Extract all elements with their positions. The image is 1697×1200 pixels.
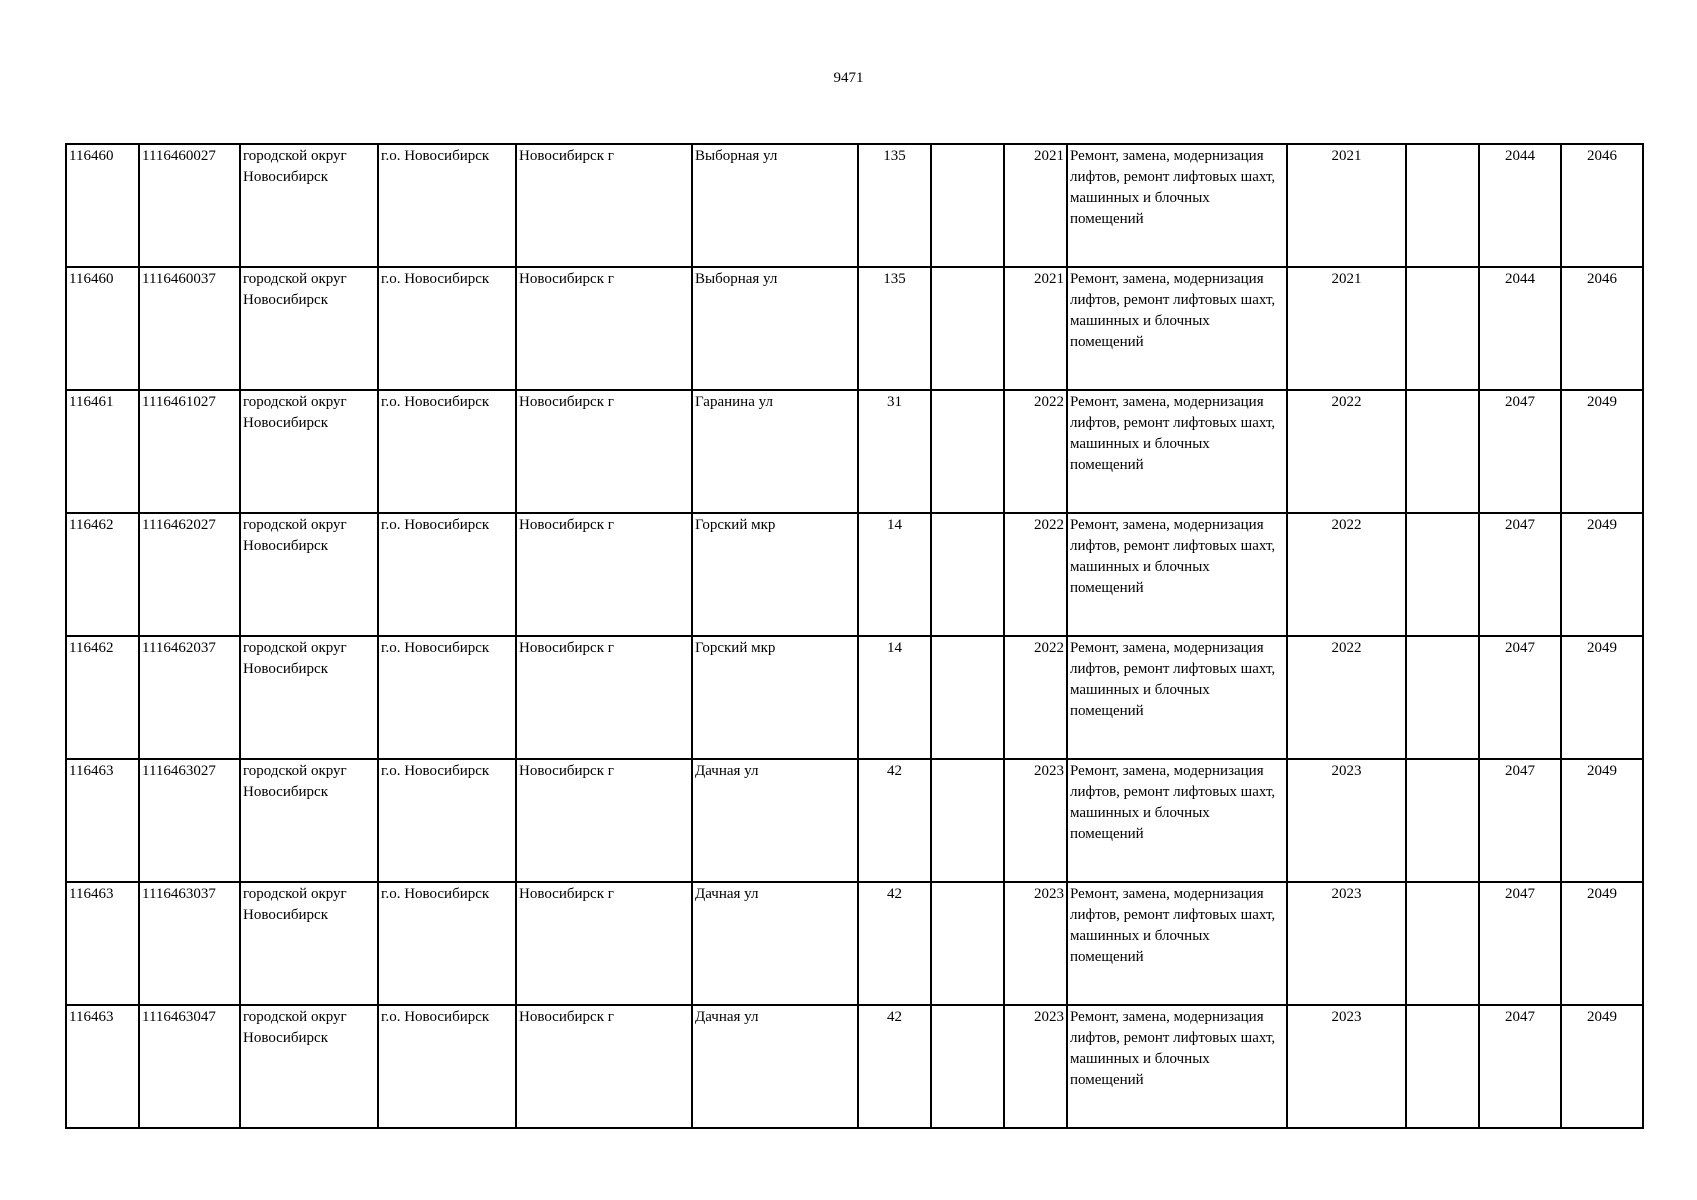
work-year-cell: 2023 [1287,759,1406,882]
work-type-cell: Ремонт, замена, модернизация лифтов, ремонт лифтовых шахт, машинных и блочных помещений [1067,882,1287,1005]
municipality-cell: городской округ Новосибирск [240,513,378,636]
building-cell [931,636,1004,759]
house-number-cell: 14 [858,636,931,759]
house-number-cell: 14 [858,513,931,636]
locality-cell: Новосибирск г [516,1005,692,1128]
next-start-year-cell: 2047 [1479,513,1561,636]
next-end-year-cell: 2049 [1561,1005,1643,1128]
municipality-cell: городской округ Новосибирск [240,390,378,513]
blank-cell-cell [1406,1005,1479,1128]
next-start-year-cell: 2044 [1479,267,1561,390]
building-cell [931,267,1004,390]
plan-year-cell: 2021 [1004,144,1067,267]
house-number-cell: 135 [858,267,931,390]
house-id-cell: 1116462027 [139,513,240,636]
row-code-cell: 116462 [66,636,139,759]
plan-year-cell: 2023 [1004,882,1067,1005]
next-end-year-cell: 2049 [1561,513,1643,636]
work-year-cell: 2022 [1287,636,1406,759]
plan-year-cell: 2022 [1004,390,1067,513]
blank-cell-cell [1406,636,1479,759]
house-id-cell: 1116460027 [139,144,240,267]
street-cell: Выборная ул [692,144,858,267]
building-cell [931,1005,1004,1128]
work-year-cell: 2022 [1287,390,1406,513]
table-row [66,513,1643,636]
table-row [66,1005,1643,1128]
house-number-cell: 31 [858,390,931,513]
page-number: 9471 [833,70,864,86]
row-code-cell: 116460 [66,144,139,267]
building-cell [931,882,1004,1005]
locality-cell: Новосибирск г [516,882,692,1005]
house-number-cell: 42 [858,882,931,1005]
next-start-year-cell: 2047 [1479,636,1561,759]
work-year-cell: 2022 [1287,513,1406,636]
house-id-cell: 1116462037 [139,636,240,759]
municipality-short-cell: г.о. Новосибирск [378,267,516,390]
work-type-cell: Ремонт, замена, модернизация лифтов, ремонт лифтовых шахт, машинных и блочных помещений [1067,267,1287,390]
house-number-cell: 42 [858,1005,931,1128]
row-code-cell: 116463 [66,1005,139,1128]
house-number-cell: 135 [858,144,931,267]
municipality-short-cell: г.о. Новосибирск [378,882,516,1005]
work-type-cell: Ремонт, замена, модернизация лифтов, ремонт лифтовых шахт, машинных и блочных помещений [1067,1005,1287,1128]
next-end-year-cell: 2046 [1561,144,1643,267]
next-start-year-cell: 2044 [1479,144,1561,267]
work-year-cell: 2021 [1287,267,1406,390]
locality-cell: Новосибирск г [516,636,692,759]
municipality-short-cell: г.о. Новосибирск [378,759,516,882]
building-cell [931,390,1004,513]
table-row [66,267,1643,390]
municipality-short-cell: г.о. Новосибирск [378,1005,516,1128]
municipality-cell: городской округ Новосибирск [240,636,378,759]
municipality-cell: городской округ Новосибирск [240,882,378,1005]
street-cell: Выборная ул [692,267,858,390]
plan-year-cell: 2022 [1004,513,1067,636]
street-cell: Гаранина ул [692,390,858,513]
blank-cell-cell [1406,390,1479,513]
row-code-cell: 116463 [66,882,139,1005]
plan-year-cell: 2023 [1004,1005,1067,1128]
table-row [66,882,1643,1005]
work-type-cell: Ремонт, замена, модернизация лифтов, ремонт лифтовых шахт, машинных и блочных помещений [1067,759,1287,882]
blank-cell-cell [1406,513,1479,636]
plan-year-cell: 2022 [1004,636,1067,759]
next-start-year-cell: 2047 [1479,390,1561,513]
blank-cell-cell [1406,144,1479,267]
street-cell: Дачная ул [692,759,858,882]
register-body [66,144,1643,1128]
blank-cell-cell [1406,267,1479,390]
table-row [66,636,1643,759]
building-cell [931,513,1004,636]
work-type-cell: Ремонт, замена, модернизация лифтов, ремонт лифтовых шахт, машинных и блочных помещений [1067,390,1287,513]
row-code-cell: 116460 [66,267,139,390]
next-end-year-cell: 2049 [1561,636,1643,759]
street-cell: Горский мкр [692,513,858,636]
work-type-cell: Ремонт, замена, модернизация лифтов, ремонт лифтовых шахт, машинных и блочных помещений [1067,513,1287,636]
table-row [66,390,1643,513]
locality-cell: Новосибирск г [516,759,692,882]
municipality-cell: городской округ Новосибирск [240,1005,378,1128]
table-row [66,759,1643,882]
municipality-short-cell: г.о. Новосибирск [378,636,516,759]
building-cell [931,144,1004,267]
blank-cell-cell [1406,882,1479,1005]
house-id-cell: 1116460037 [139,267,240,390]
row-code-cell: 116463 [66,759,139,882]
next-end-year-cell: 2049 [1561,759,1643,882]
work-type-cell: Ремонт, замена, модернизация лифтов, ремонт лифтовых шахт, машинных и блочных помещений [1067,636,1287,759]
work-year-cell: 2021 [1287,144,1406,267]
municipality-cell: городской округ Новосибирск [240,759,378,882]
house-id-cell: 1116463037 [139,882,240,1005]
street-cell: Дачная ул [692,1005,858,1128]
locality-cell: Новосибирск г [516,267,692,390]
blank-cell-cell [1406,759,1479,882]
next-end-year-cell: 2049 [1561,390,1643,513]
row-code-cell: 116461 [66,390,139,513]
street-cell: Дачная ул [692,882,858,1005]
table-row [66,144,1643,267]
next-end-year-cell: 2046 [1561,267,1643,390]
next-start-year-cell: 2047 [1479,1005,1561,1128]
next-end-year-cell: 2049 [1561,882,1643,1005]
locality-cell: Новосибирск г [516,144,692,267]
house-id-cell: 1116461027 [139,390,240,513]
municipality-short-cell: г.о. Новосибирск [378,390,516,513]
row-code-cell: 116462 [66,513,139,636]
register-table [65,143,1644,1129]
house-id-cell: 1116463047 [139,1005,240,1128]
municipality-short-cell: г.о. Новосибирск [378,513,516,636]
work-year-cell: 2023 [1287,1005,1406,1128]
municipality-short-cell: г.о. Новосибирск [378,144,516,267]
locality-cell: Новосибирск г [516,390,692,513]
work-type-cell: Ремонт, замена, модернизация лифтов, ремонт лифтовых шахт, машинных и блочных помещений [1067,144,1287,267]
locality-cell: Новосибирск г [516,513,692,636]
building-cell [931,759,1004,882]
street-cell: Горский мкр [692,636,858,759]
next-start-year-cell: 2047 [1479,882,1561,1005]
plan-year-cell: 2023 [1004,759,1067,882]
municipality-cell: городской округ Новосибирск [240,144,378,267]
house-number-cell: 42 [858,759,931,882]
municipality-cell: городской округ Новосибирск [240,267,378,390]
house-id-cell: 1116463027 [139,759,240,882]
work-year-cell: 2023 [1287,882,1406,1005]
plan-year-cell: 2021 [1004,267,1067,390]
next-start-year-cell: 2047 [1479,759,1561,882]
